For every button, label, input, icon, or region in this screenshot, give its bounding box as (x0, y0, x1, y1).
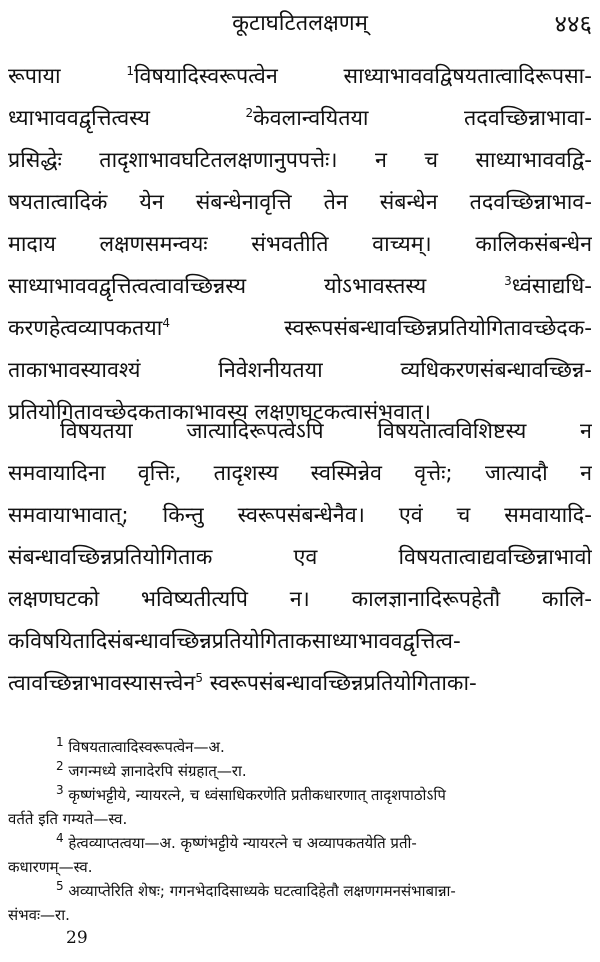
footnote-number: 2 (56, 759, 64, 773)
paragraph-2 (8, 411, 592, 705)
line-text: समवायादिना वृत्तिः, तादृशस्य स्वस्मिन्नेव वृत्तेः; जात्यादौ न (8, 461, 592, 486)
line-text: लक्षणघटको भविष्यतीत्यपि न। कालज्ञानादिरूपहेतौ कालि- (8, 587, 592, 612)
footnote-marker: 4 (162, 315, 170, 330)
footnote-text: हेत्वव्याप्तत्वया—अ. कृष्णंभट्टीये न्यायरत्ने च अव्यापकतयेति प्रती- (68, 834, 417, 852)
text-line (8, 495, 592, 537)
text-line (8, 140, 592, 182)
paragraph-1 (8, 56, 592, 434)
footnote-number: 1 (56, 735, 64, 749)
line-text: केवलान्वयितया तदवच्छिन्नाभावा- (253, 106, 592, 131)
footnote-marker: 5 (195, 670, 203, 685)
line-text: ध्वंसाद्यधि- (511, 274, 592, 299)
line-text: ताकाभावस्यावश्यं निवेशनीयतया व्यधिकरणसंबन्धावच्छिन्न- (8, 358, 592, 383)
page-number: ४४६ (554, 10, 592, 38)
line-text: स्वरूपसंबन्धावच्छिन्नप्रतियोगितावच्छेदक- (169, 316, 592, 341)
footnote-number: 3 (56, 783, 64, 797)
line-text: प्रतियोगितावच्छेदकताकाभावस्य लक्षणघटकत्वासंभवात्। (8, 400, 432, 425)
folio-number: 29 (66, 928, 88, 948)
footnote (8, 831, 592, 879)
footnote (8, 759, 592, 783)
line-text: रूपाया (8, 64, 127, 89)
footnote-line (8, 735, 592, 759)
footnote-line (8, 903, 592, 927)
footnote-text: विषयतात्वादिस्वरूपत्वेन—अ. (68, 738, 225, 756)
text-line (8, 663, 592, 705)
footnote-text: कृष्णंभट्टीये, न्यायरत्ने, च ध्वंसाधिकरणेति प्रतीकधारणात् तादृशपाठोऽपि (68, 786, 446, 804)
footnote-number: 5 (56, 879, 64, 893)
footnote-text: संभवः—रा. (8, 906, 70, 924)
footnotes (8, 735, 592, 927)
footnote-line (8, 831, 592, 855)
line-text: कविषयितादिसंबन्धावच्छिन्नप्रतियोगिताकसाध्याभाववद्वृत्तित्व- (8, 629, 461, 654)
text-line (8, 266, 592, 308)
line-text: मादाय लक्षणसमन्वयः संभवतीति वाच्यम्। कालिकसंबन्धेन (8, 232, 592, 257)
footnote-number: 4 (56, 831, 64, 845)
text-line (8, 537, 592, 579)
text-line (8, 308, 592, 350)
footnote-line (8, 759, 592, 783)
footnote-line (8, 807, 592, 831)
footnote-line (8, 855, 592, 879)
line-text: विषयादिस्वरूपत्वेन साध्याभाववद्विषयतात्वादिरूपसा- (133, 64, 592, 89)
footnote-line (8, 879, 592, 903)
line-text: संबन्धावच्छिन्नप्रतियोगिताक एव विषयतात्वाद्यवच्छिन्नाभावो (8, 545, 592, 570)
footnote-text: जगन्मध्ये ज्ञानादेरपि संग्रहात्—रा. (68, 762, 247, 780)
footnote-marker: 1 (126, 63, 134, 78)
line-text: करणहेत्वव्यापकतया (8, 316, 163, 341)
footnote (8, 735, 592, 759)
text-line (8, 224, 592, 266)
text-line (8, 98, 592, 140)
text-line (8, 182, 592, 224)
text-line (8, 621, 592, 663)
line-text: ध्याभाववद्वृत्तित्वस्य (8, 106, 246, 131)
line-text: विषयतया जात्यादिरूपत्वेऽपि विषयतात्वविशिष्टस्य न (60, 419, 592, 444)
footnote (8, 783, 592, 831)
line-text: स्वरूपसंबन्धावच्छिन्नप्रतियोगिताका- (202, 671, 477, 696)
page-header (0, 6, 600, 42)
footnote-marker: 2 (245, 105, 254, 120)
line-text: प्रसिद्धेः तादृशाभावघटितलक्षणानुपपत्तेः। न च साध्याभाववद्वि- (8, 148, 592, 173)
line-text: त्वावच्छिन्नाभावस्यासत्त्वेन (8, 671, 196, 696)
running-title: कूटाघटितलक्षणम् (232, 11, 368, 36)
text-line (8, 579, 592, 621)
text-line (8, 411, 592, 453)
text-line (8, 453, 592, 495)
footnote-text: वर्तते इति गम्यते—स्व. (8, 810, 128, 828)
line-text: समवायाभावात्; किन्तु स्वरूपसंबन्धेनैव। एवं च समवायादि- (8, 503, 592, 528)
text-line (8, 56, 592, 98)
footnote-text: अव्याप्तेरिति शेषः; गगनभेदादिसाध्यके घटत्वादिहेतौ लक्षणगमनसंभाबान्ना- (68, 882, 456, 900)
footnote-line (8, 783, 592, 807)
line-text: साध्याभाववद्वृत्तित्वत्वावच्छिन्नस्य योऽभावस्तस्य (8, 274, 505, 299)
text-line (8, 350, 592, 392)
footnote-marker: 3 (504, 273, 512, 288)
footnote-text: कधारणम्—स्व. (8, 858, 93, 876)
footnote (8, 879, 592, 927)
line-text: षयतात्वादिकं येन संबन्धेनावृत्ति तेन संबन्धेन तदवच्छिन्नाभाव- (8, 190, 592, 215)
